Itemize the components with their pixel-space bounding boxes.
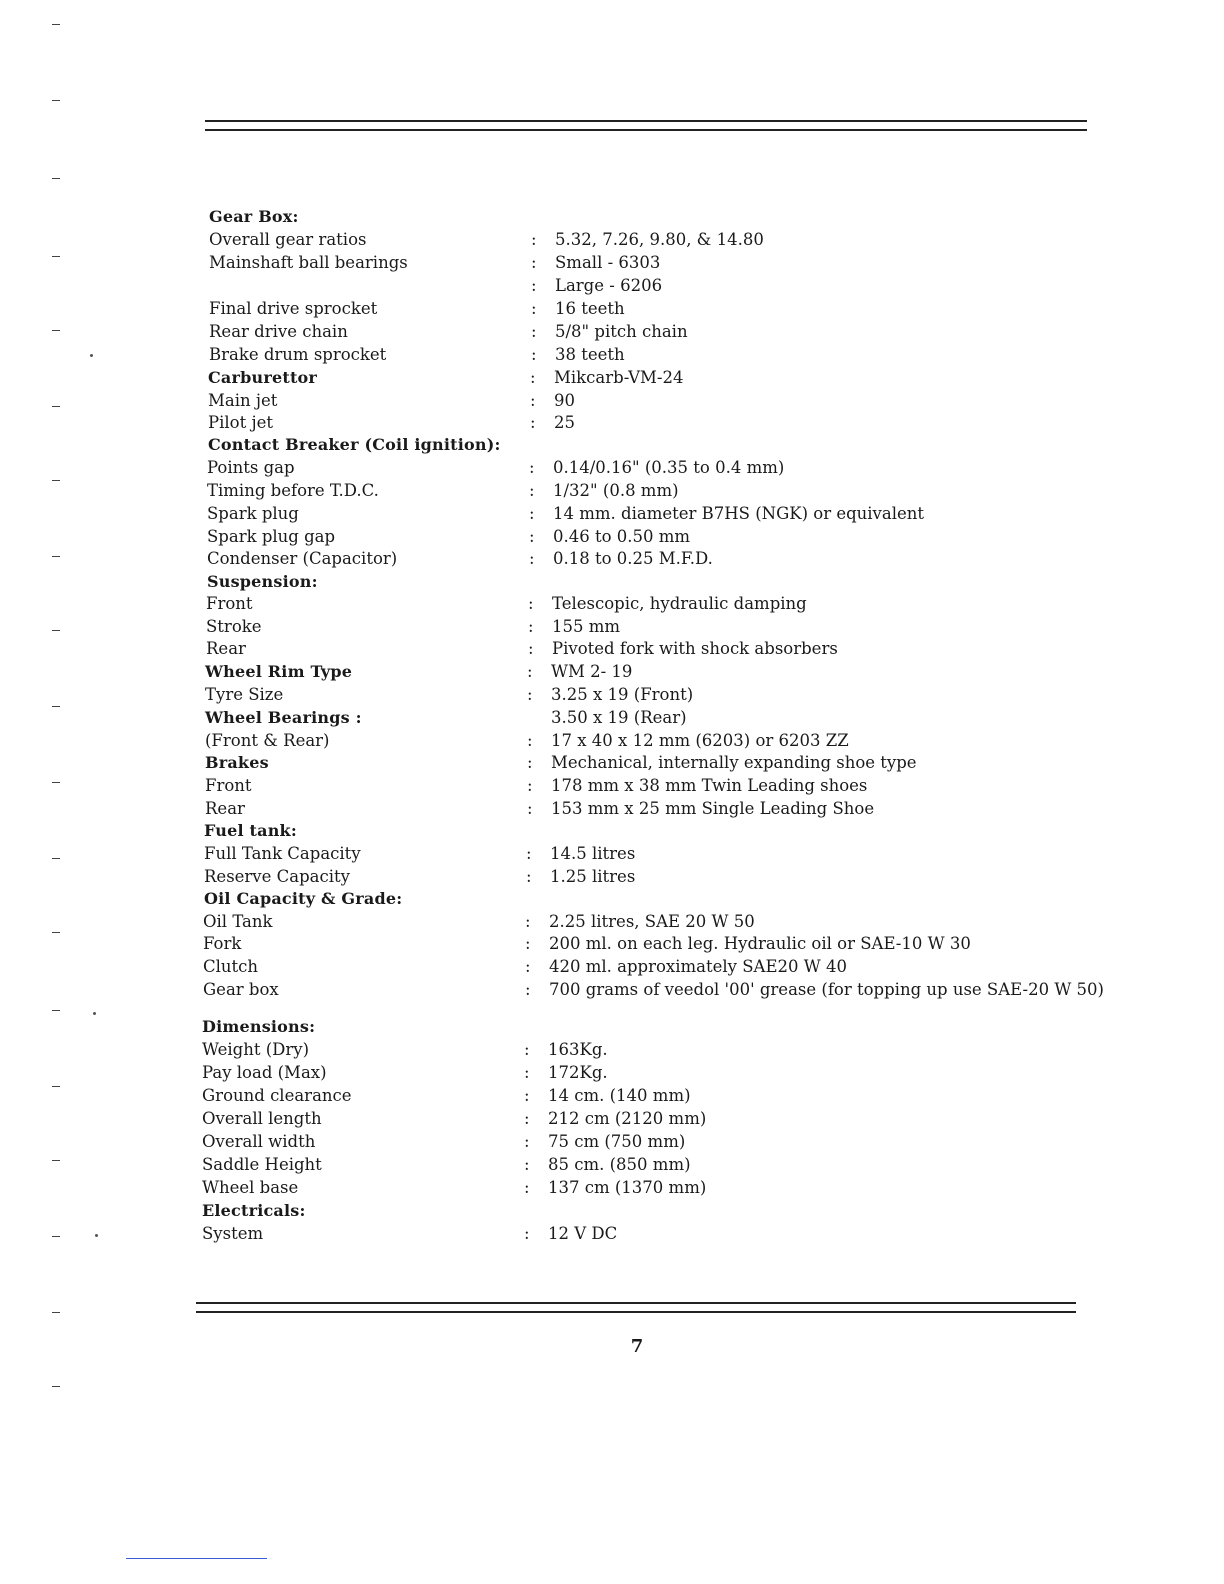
- spec-value: 137 cm (1370 mm): [548, 1178, 707, 1197]
- scan-mark: [52, 782, 60, 783]
- spec-value: 17 x 40 x 12 mm (6203) or 6203 ZZ: [551, 731, 849, 750]
- spec-value: 0.46 to 0.50 mm: [553, 527, 691, 546]
- spec-value: 12 V DC: [548, 1224, 618, 1243]
- separator-colon: :: [525, 912, 531, 931]
- section-heading: Gear Box:: [209, 207, 299, 226]
- separator-colon: :: [524, 1086, 530, 1105]
- top-rule-upper: [205, 120, 1087, 122]
- separator-colon: :: [529, 527, 535, 546]
- spec-label: Reserve Capacity: [204, 867, 350, 886]
- separator-colon: :: [529, 549, 535, 568]
- spec-label: Overall length: [202, 1109, 322, 1128]
- separator-colon: :: [528, 594, 534, 613]
- separator-colon: :: [531, 322, 537, 341]
- spec-value: Mikcarb-VM-24: [554, 368, 684, 387]
- spec-value: 163Kg.: [548, 1040, 608, 1059]
- scan-mark: [52, 932, 60, 933]
- section-heading: Brakes: [205, 753, 269, 772]
- section-heading: Electricals:: [202, 1201, 306, 1220]
- scan-mark: [52, 100, 60, 101]
- top-rule-lower: [205, 129, 1087, 131]
- spec-label: (Front & Rear): [205, 731, 330, 750]
- spec-label: Overall width: [202, 1132, 316, 1151]
- separator-colon: :: [525, 980, 531, 999]
- separator-colon: :: [529, 458, 535, 477]
- scan-dot: [90, 354, 93, 357]
- section-heading: Wheel Bearings :: [205, 708, 362, 727]
- section-heading: Fuel tank:: [204, 821, 297, 840]
- spec-value: 3.50 x 19 (Rear): [551, 708, 687, 727]
- spec-label: Main jet: [208, 391, 278, 410]
- separator-colon: :: [531, 230, 537, 249]
- section-heading: Suspension:: [207, 572, 318, 591]
- spec-value: 2.25 litres, SAE 20 W 50: [549, 912, 755, 931]
- spec-value: Large - 6206: [555, 276, 663, 295]
- separator-colon: :: [527, 753, 533, 772]
- spec-value: Small - 6303: [555, 253, 661, 272]
- spec-value: 5/8" pitch chain: [555, 322, 688, 341]
- separator-colon: :: [531, 276, 537, 295]
- spec-label: Wheel base: [202, 1178, 299, 1197]
- spec-label: Timing before T.D.C.: [207, 481, 379, 500]
- spec-value: Pivoted fork with shock absorbers: [552, 639, 838, 658]
- separator-colon: :: [526, 844, 532, 863]
- separator-colon: :: [530, 391, 536, 410]
- scan-dot: [95, 1234, 98, 1237]
- spec-label: Pilot jet: [208, 413, 273, 432]
- spec-label: Final drive sprocket: [209, 299, 378, 318]
- spec-value: WM 2- 19: [551, 662, 633, 681]
- spec-label: Saddle Height: [202, 1155, 322, 1174]
- separator-colon: :: [527, 662, 533, 681]
- spec-value: 14 mm. diameter B7HS (NGK) or equivalent: [553, 504, 925, 523]
- section-heading: Carburettor: [208, 368, 318, 387]
- spec-value: 1/32" (0.8 mm): [553, 481, 679, 500]
- spec-value: 14.5 litres: [550, 844, 636, 863]
- page-number: 7: [630, 1336, 644, 1357]
- separator-colon: :: [527, 799, 533, 818]
- spec-label: Ground clearance: [202, 1086, 352, 1105]
- scan-mark: [52, 858, 60, 859]
- spec-label: Front: [206, 594, 253, 613]
- spec-label: Tyre Size: [205, 685, 284, 704]
- spec-value: Telescopic, hydraulic damping: [552, 594, 807, 613]
- separator-colon: :: [531, 345, 537, 364]
- spec-value: 25: [554, 413, 575, 432]
- separator-colon: :: [527, 776, 533, 795]
- spec-value: 178 mm x 38 mm Twin Leading shoes: [551, 776, 868, 795]
- spec-label: Rear drive chain: [209, 322, 348, 341]
- spec-label: Fork: [203, 934, 242, 953]
- spec-label: Condenser (Capacitor): [207, 549, 398, 568]
- separator-colon: :: [524, 1040, 530, 1059]
- separator-colon: :: [524, 1155, 530, 1174]
- spec-label: Overall gear ratios: [209, 230, 367, 249]
- spec-value: 172Kg.: [548, 1063, 608, 1082]
- separator-colon: :: [526, 867, 532, 886]
- spec-label: Clutch: [203, 957, 259, 976]
- spec-label: Brake drum sprocket: [209, 345, 387, 364]
- spec-label: Full Tank Capacity: [204, 844, 361, 863]
- spec-label: Gear box: [203, 980, 279, 999]
- scan-dot: [93, 1012, 96, 1015]
- separator-colon: :: [527, 731, 533, 750]
- spec-value: 155 mm: [552, 617, 621, 636]
- spec-label: Mainshaft ball bearings: [209, 253, 408, 272]
- spec-label: Rear: [205, 799, 245, 818]
- separator-colon: :: [530, 368, 536, 387]
- spec-value: 16 teeth: [555, 299, 625, 318]
- spec-label: Oil Tank: [203, 912, 273, 931]
- scan-mark: [52, 630, 60, 631]
- spec-value: 38 teeth: [555, 345, 625, 364]
- separator-colon: :: [524, 1178, 530, 1197]
- spec-value: Mechanical, internally expanding shoe type: [551, 753, 917, 772]
- spec-value: 14 cm. (140 mm): [548, 1086, 691, 1105]
- spec-value: 0.14/0.16" (0.35 to 0.4 mm): [553, 458, 785, 477]
- spec-value: 5.32, 7.26, 9.80, & 14.80: [555, 230, 764, 249]
- separator-colon: :: [524, 1063, 530, 1082]
- separator-colon: :: [530, 413, 536, 432]
- spec-label: Spark plug: [207, 504, 299, 523]
- bottom-rule-upper: [196, 1302, 1076, 1304]
- scan-mark: [52, 556, 60, 557]
- spec-label: Weight (Dry): [202, 1040, 310, 1059]
- separator-colon: :: [529, 504, 535, 523]
- spec-value: 0.18 to 0.25 M.F.D.: [553, 549, 713, 568]
- spec-value: 200 ml. on each leg. Hydraulic oil or SAE-10 W 30: [549, 934, 971, 953]
- spec-value: 85 cm. (850 mm): [548, 1155, 691, 1174]
- spec-label: Pay load (Max): [202, 1063, 327, 1082]
- scan-mark: [52, 178, 60, 179]
- spec-label: Stroke: [206, 617, 262, 636]
- scan-mark: [52, 406, 60, 407]
- spec-value: 153 mm x 25 mm Single Leading Shoe: [551, 799, 875, 818]
- spec-value: 212 cm (2120 mm): [548, 1109, 707, 1128]
- scan-mark: [52, 1312, 60, 1313]
- scan-mark: [52, 1160, 60, 1161]
- scan-edge-line: [126, 1558, 267, 1559]
- spec-value: 75 cm (750 mm): [548, 1132, 686, 1151]
- scan-mark: [52, 1010, 60, 1011]
- spec-value: 700 grams of veedol '00' grease (for topping up use SAE-20 W 50): [549, 980, 1104, 999]
- separator-colon: :: [531, 299, 537, 318]
- separator-colon: :: [525, 957, 531, 976]
- spec-label: Front: [205, 776, 252, 795]
- spec-label: Spark plug gap: [207, 527, 336, 546]
- section-heading: Contact Breaker (Coil ignition):: [208, 435, 501, 454]
- separator-colon: :: [528, 617, 534, 636]
- spec-value: 90: [554, 391, 575, 410]
- separator-colon: :: [524, 1132, 530, 1151]
- scan-mark: [52, 24, 60, 25]
- separator-colon: :: [531, 253, 537, 272]
- spec-value: 1.25 litres: [550, 867, 636, 886]
- separator-colon: :: [524, 1109, 530, 1128]
- scan-mark: [52, 706, 60, 707]
- spec-label: Points gap: [207, 458, 295, 477]
- section-heading: Dimensions:: [202, 1017, 316, 1036]
- scan-mark: [52, 330, 60, 331]
- spec-value: 420 ml. approximately SAE20 W 40: [549, 957, 847, 976]
- separator-colon: :: [528, 639, 534, 658]
- section-heading: Oil Capacity & Grade:: [204, 889, 403, 908]
- spec-label: System: [202, 1224, 264, 1243]
- separator-colon: :: [529, 481, 535, 500]
- scan-mark: [52, 1236, 60, 1237]
- separator-colon: :: [527, 685, 533, 704]
- spec-value: 3.25 x 19 (Front): [551, 685, 694, 704]
- scan-mark: [52, 1386, 60, 1387]
- section-heading: Wheel Rim Type: [205, 662, 353, 681]
- scan-mark: [52, 480, 60, 481]
- spec-label: Rear: [206, 639, 246, 658]
- separator-colon: :: [524, 1224, 530, 1243]
- scan-mark: [52, 1086, 60, 1087]
- bottom-rule-lower: [196, 1311, 1076, 1313]
- separator-colon: :: [525, 934, 531, 953]
- scan-mark: [52, 256, 60, 257]
